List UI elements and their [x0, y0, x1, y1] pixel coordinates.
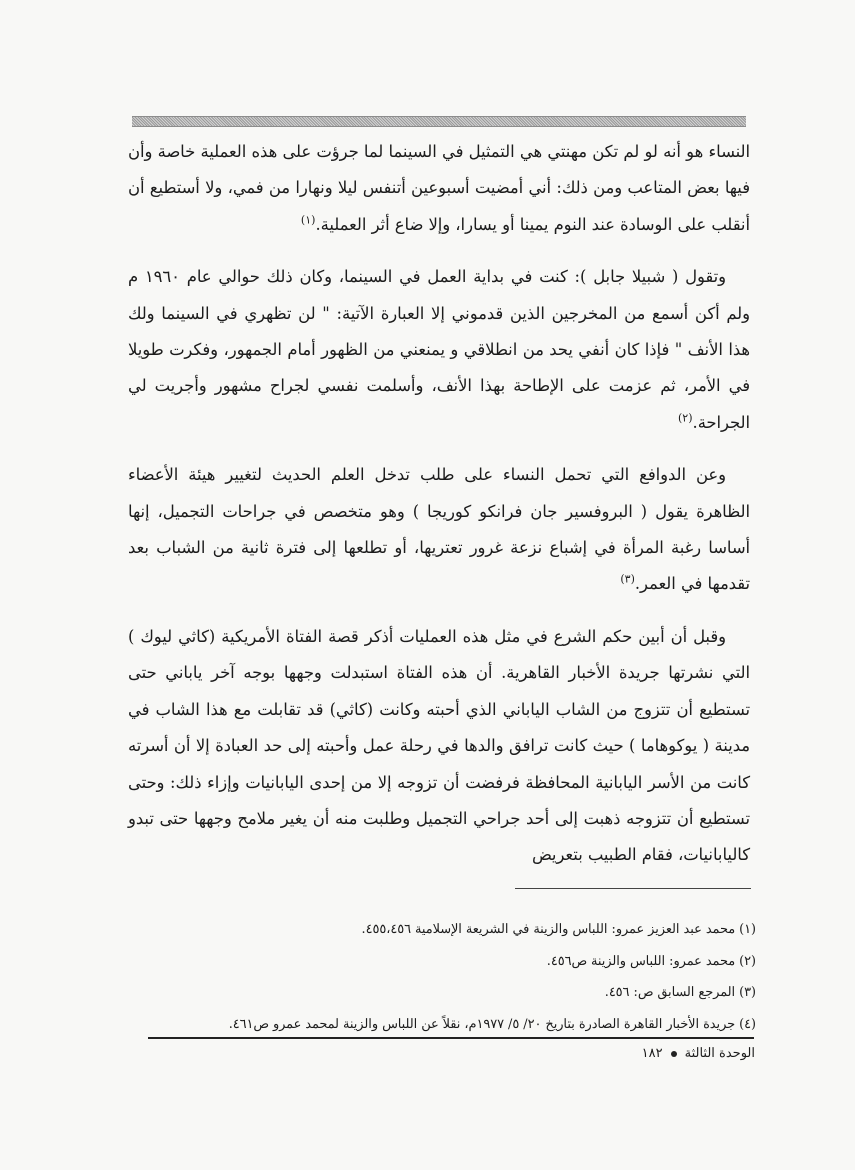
footnote-separator — [515, 888, 751, 889]
footnote-2: (٢) محمد عمرو: اللباس والزينة ص٤٥٦. — [546, 953, 756, 969]
footnotes — [128, 914, 756, 1040]
paragraph-3: وعن الدوافع التي تحمل النساء على طلب تدخل العلم الحديث لتغيير هيئة الأعضاء الظاهرة يقول ( البروفسير جان فرانكو كوريجا ) وهو متخصص في جراحات التجميل، إنها أساسا رغبة المرأة في إشباع نزعة غرور تعتريها، أو تطلعها إلى فترة ثانية من الشباب بعد تقدمها في العمر.$^{(٣)}$ — [128, 465, 750, 594]
unit-title: الوحدة الثالثة — [684, 1046, 755, 1061]
paragraph-4: وقبل أن أبين حكم الشرع في مثل هذه العمليات أذكر قصة الفتاة الأمريكية (كاثي ليوك ) التي نشرتها جريدة الأخبار القاهرية. أن هذه الفتاة استبدلت وجهها بوجه آخر ياباني حتى تستطيع أن تتزوج من الشاب الياباني الذي أحبته وكانت (كاثي) قد تقابلت مع هذا الشاب في مدينة ( يوكوهاما ) حيث كانت ترافق والدها في رحلة عمل وأحبته إلى حد العبادة إلا أن أسرته كانت من الأسر اليابانية المحافظة فرفضت أن تزوجه إلا من إحدى اليابانيات وإزاء ذلك: وحتى تستطيع أن تتزوجه ذهبت إلى أحد جراحي التجميل وطلبت منه أن يغير ملامح وجهها حتى تبدو كاليابانيات، فقام الطبيب بتعريض — [128, 626, 750, 865]
paragraph-2: وتقول ( شبيلا جابل ): كنت في بداية العمل في السينما، وكان ذلك حوالي عام ١٩٦٠ م ولم أكن أسمع من المخرجين الذين قدموني إلا العبارة الآتية: " لن تظهري في السينما ولك هذا الأنف " فإذا كان أنفي يحد من انطلاقي و يمنعني من الظهور أمام الجمهور، وفكرت طويلا في الأمر، ثم عزمت على الإطاحة بهذا الأنف، وأسلمت نفسي لجراح مشهور وأجريت لي الجراحة.$^{(٢)}$ — [128, 267, 750, 432]
main-text — [128, 134, 750, 890]
footnote-marker-1: (١) — [300, 213, 316, 227]
footnote-4: (٤) جريدة الأخبار القاهرة الصادرة بتاريخ ٢٠/ ٥/ ١٩٧٧م، نقلاً عن اللباس والزينة لمحمد عمرو ص٤٦١. — [228, 1016, 756, 1032]
footnote-1: (١) محمد عبد العزيز عمرو: اللباس والزينة في الشريعة الإسلامية ٤٥٥،٤٥٦. — [361, 922, 756, 937]
header-pattern-rule — [132, 116, 746, 127]
footer-rule — [148, 1037, 754, 1039]
footnote-marker-3: (٣) — [620, 573, 635, 587]
footnote-marker-2: (٢) — [678, 411, 693, 425]
paragraph-1: النساء هو أنه لو لم تكن مهنتي هي التمثيل في السينما لما جرؤت على هذه العملية خاصة وأن فيها بعض المتاعب ومن ذلك: أني أمضيت أسبوعين أتنفس ليلا ونهارا من فمي، ولا أستطيع أن أنقلب على الوسادة عند النوم يمينا أو يسارا، وإلا ضاع أثر العملية.$^{(١)}$ — [128, 142, 750, 234]
bullet-icon — [671, 1051, 677, 1057]
page-number: ١٨٢ — [641, 1046, 663, 1061]
footnote-3: (٣) المرجع السابق ص: ٤٥٦. — [604, 985, 756, 1000]
page-footer — [642, 1046, 755, 1061]
